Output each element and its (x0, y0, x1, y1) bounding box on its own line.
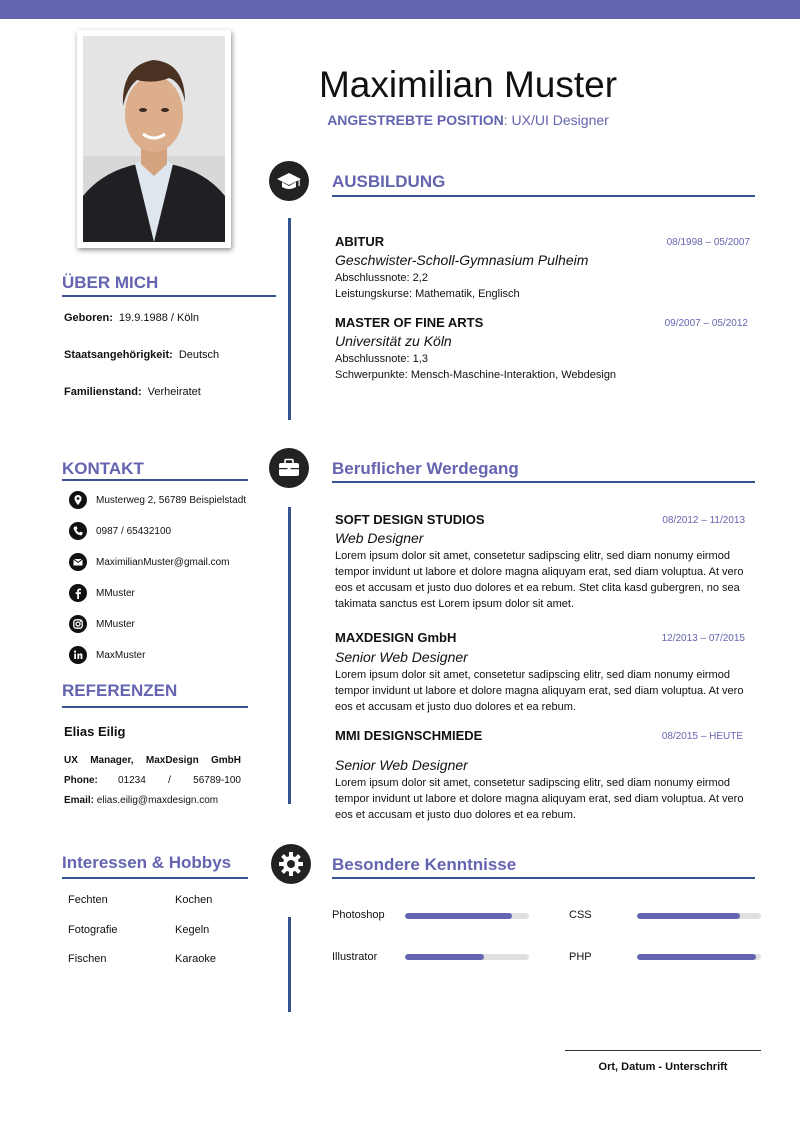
briefcase-icon (269, 448, 309, 488)
education-entry-grade: Abschlussnote: 1,3 (335, 353, 428, 365)
contact-title: KONTAKT (62, 459, 144, 478)
hobbies-title: Interessen & Hobbys (62, 853, 232, 872)
desired-position (300, 112, 636, 128)
skill-bar (637, 954, 761, 960)
timeline-segment (288, 917, 291, 1012)
career-title: Beruflicher Werdegang (332, 459, 519, 478)
about-birth: Geboren: 19.9.1988 / Köln (64, 312, 200, 324)
skill-bar (405, 913, 529, 919)
career-entry-description: Lorem ipsum dolor sit amet, consetetur sadipscing elitr, sed diam nonumy eirmod tempor invidunt ut labore et dolore magna aliquyam erat, sed diam voluptua. At vero eos et accusam et justo duo dolores et ea rebum. (335, 669, 744, 713)
about-divider (62, 295, 276, 297)
contact-phone: 0987 / 65432100 (96, 526, 172, 537)
skill-label: CSS (569, 909, 592, 921)
education-entry-detail: Schwerpunkte: Mensch-Maschine-Interaktion, Webdesign (335, 369, 617, 381)
skill-bar-fill (637, 913, 740, 919)
instagram-icon (69, 615, 87, 633)
timeline-segment (288, 507, 291, 804)
position-value: : UX/UI Designer (503, 112, 609, 128)
skill-bar (637, 913, 761, 919)
skill-label: Photoshop (332, 909, 385, 921)
education-entry-school: Universität zu Köln (335, 333, 452, 349)
linkedin-icon (69, 646, 87, 664)
portrait-image (83, 36, 225, 242)
skill-bar-fill (405, 913, 512, 919)
phone-icon (69, 522, 87, 540)
profile-photo (77, 30, 231, 248)
skills-divider (332, 877, 755, 879)
career-entry-description: Lorem ipsum dolor sit amet, consetetur sadipscing elitr, sed diam nonumy eirmod tempor invidunt ut labore et dolore magna aliquyam erat, sed diam voluptua. At vero eos et accusam et justo duo dolores et ea rebum. Stet clita kasd gubergren, no sea takimata sanctus est Lorem ipsum dolor sit amet. (335, 550, 744, 610)
reference-email: Email: elias.eilig@maxdesign.com (64, 795, 219, 806)
hobby-item: Fechten (68, 894, 108, 906)
hobbies-divider (62, 877, 248, 879)
career-entry-company: SOFT DESIGN STUDIOS (335, 512, 485, 527)
skill-bar (405, 954, 529, 960)
timeline-segment (288, 218, 291, 420)
education-divider (332, 195, 755, 197)
contact-linkedin: MaxMuster (96, 650, 146, 661)
skill-bar-fill (405, 954, 484, 960)
education-entry-school: Geschwister-Scholl-Gymnasium Pulheim (335, 252, 589, 268)
education-entry-grade: Abschlussnote: 2,2 (335, 272, 428, 284)
facebook-icon (69, 584, 87, 602)
career-entry-company: MMI DESIGNSCHMIEDE (335, 728, 483, 743)
career-entry-role: Senior Web Designer (335, 649, 468, 665)
skill-label: Illustrator (332, 951, 378, 963)
reference-name: Elias Eilig (64, 724, 126, 739)
education-entry-title: MASTER OF FINE ARTS (335, 315, 484, 330)
contact-facebook: MMuster (96, 588, 135, 599)
career-entry-role: Senior Web Designer (335, 757, 468, 773)
signature-line (565, 1050, 761, 1051)
skills-title: Besondere Kenntnisse (332, 855, 517, 874)
hobby-item: Kegeln (175, 924, 210, 936)
career-divider (332, 481, 755, 483)
position-label: ANGESTREBTE POSITION (327, 112, 504, 128)
education-entry-date: 09/2007 – 05/2012 (664, 318, 748, 329)
reference-phone-label: Phone: (64, 775, 98, 786)
top-accent-bar (0, 0, 800, 19)
references-title: REFERENZEN (62, 681, 178, 700)
education-entry-detail: Leistungskurse: Mathematik, Englisch (335, 288, 520, 300)
skill-bar-fill (637, 954, 756, 960)
contact-address: Musterweg 2, 56789 Beispielstadt (96, 495, 247, 506)
reference-phone: 01234 / 56789-100 (118, 775, 241, 786)
location-icon (69, 491, 87, 509)
about-title: ÜBER MICH (62, 273, 159, 292)
career-entry-description: Lorem ipsum dolor sit amet, consetetur sadipscing elitr, sed diam nonumy eirmod tempor invidunt ut labore et dolore magna aliquyam erat, sed diam voluptua. At vero eos et accusam et justo duo dolores et ea rebum. (335, 777, 744, 821)
skill-label: PHP (569, 951, 592, 963)
candidate-name: Maximilian Muster (318, 64, 618, 105)
career-entry-company: MAXDESIGN GmbH (335, 630, 457, 645)
hobby-item: Karaoke (175, 953, 216, 965)
education-entry-date: 08/1998 – 05/2007 (666, 237, 750, 248)
education-title: AUSBILDUNG (332, 172, 446, 191)
career-entry-date: 12/2013 – 07/2015 (661, 633, 745, 644)
hobby-item: Kochen (175, 894, 213, 906)
career-entry-date: 08/2012 – 11/2013 (662, 515, 745, 526)
gear-icon (271, 844, 311, 884)
contact-divider (62, 479, 248, 481)
signature-label: Ort, Datum - Unterschrift (598, 1061, 728, 1073)
email-icon (69, 553, 87, 571)
career-entry-date: 08/2015 – HEUTE (661, 731, 743, 742)
contact-instagram: MMuster (96, 619, 135, 630)
hobby-item: Fischen (68, 953, 107, 965)
references-divider (62, 706, 248, 708)
career-entry-role: Web Designer (335, 530, 424, 546)
reference-role: UX Manager, MaxDesign GmbH (64, 755, 241, 766)
about-marital-status: Familienstand: Verheiratet (64, 386, 201, 398)
contact-email: MaximilianMuster@gmail.com (96, 557, 230, 568)
hobby-item: Fotografie (68, 924, 118, 936)
graduation-cap-icon (269, 161, 309, 201)
about-nationality: Staatsangehörigkeit: Deutsch (64, 349, 220, 361)
education-entry-title: ABITUR (335, 234, 385, 249)
